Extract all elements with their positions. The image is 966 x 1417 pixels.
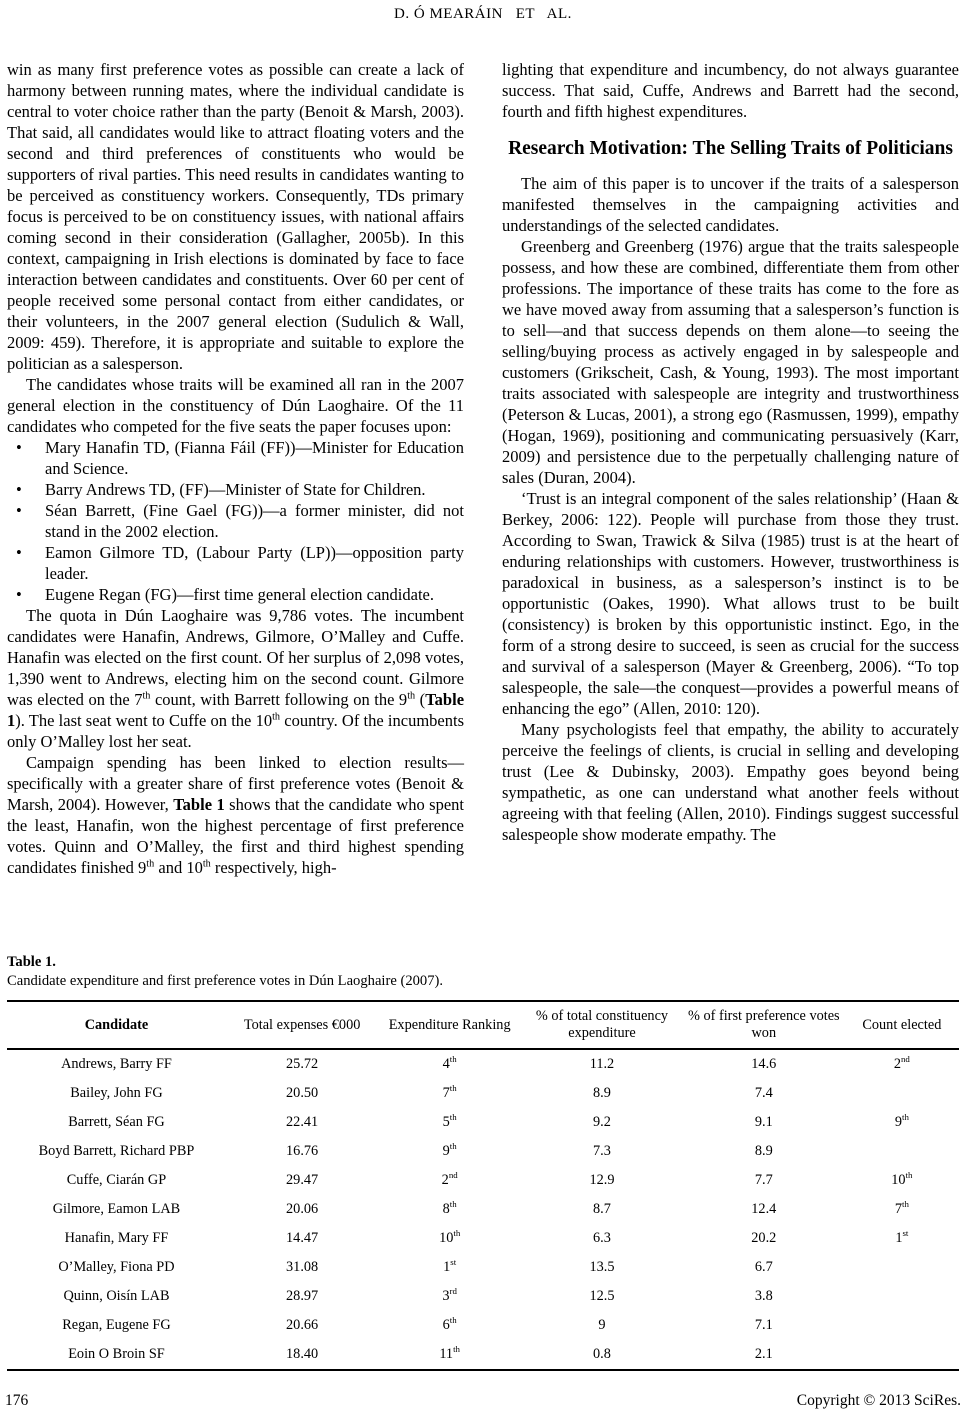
ordinal-suffix: th xyxy=(453,1344,460,1355)
table-body xyxy=(7,1049,959,1370)
cell-total-expenses: 20.50 xyxy=(286,1085,319,1101)
ordinal-suffix: th xyxy=(449,1112,457,1123)
text-segment: Campaign spending has been linked to election results—specifically with a greater share of first preference votes (Benoit & Marsh, 2004). However, xyxy=(7,753,464,814)
cell-count-elected: 7th xyxy=(894,1199,909,1217)
cell-pct-constituency-expenditure: 11.2 xyxy=(589,1056,615,1072)
section-heading-research-motivation: Research Motivation: The Selling Traits of Politicians xyxy=(508,138,953,159)
ordinal-suffix: st xyxy=(450,1257,457,1268)
cell-candidate: Cuffe, Ciarán GP xyxy=(66,1172,167,1188)
table-row xyxy=(7,1049,959,1079)
cell-expenditure-ranking: 3rd xyxy=(442,1286,457,1304)
bullet-item: • Eamon Gilmore TD, (Labour Party (LP))—opposition party leader. xyxy=(7,542,464,584)
cell-count-elected: 1st xyxy=(895,1228,909,1246)
bold-text: Table 1 xyxy=(7,690,465,730)
running-head: D. Ó MEARÁIN ET AL. xyxy=(394,6,572,22)
ordinal-suffix: th xyxy=(407,690,416,702)
cell-expenditure-ranking: 4th xyxy=(442,1054,457,1072)
table-row xyxy=(7,1340,959,1370)
cell-pct-constituency-expenditure: 9.2 xyxy=(593,1114,611,1130)
ordinal-suffix: th xyxy=(901,1199,909,1210)
ordinal-suffix: th xyxy=(142,690,151,702)
candidate-bullet-list xyxy=(7,437,464,605)
cell-count-elected xyxy=(845,1253,959,1282)
bullet-item: • Séan Barrett, (Fine Gael (FG))—a former minister, did not stand in the 2002 election. xyxy=(7,500,464,542)
ordinal-suffix: th xyxy=(905,1170,913,1181)
right-column xyxy=(502,59,959,937)
cell-count-elected xyxy=(845,1282,959,1311)
cell-pct-constituency-expenditure: 9 xyxy=(598,1317,606,1333)
paragraph-trust: ‘Trust is an integral component of the sales relationship’ (Haan & Berkey, 2006: 122). People will purchase from those they trust. According to Swan, Trawick & Silva (1985) trust is at the heart of enduring relationships with customers. However, trustworthiness is paradoxical in business, as a salesperson’s instinct is to be opportunistic (Oakes, 1990). What allows trust to be built (consistency) is broken by this opportunistic instinct. Ego, in the form of a strong desire to succeed, is seen as crucial for the success and survival of a salesperson (Mayer & Greenberg, 2006). “To top salespeople, the sale—the conquest—provides a powerful means of enhancing the ego” (Allen, 2010: 120). xyxy=(502,489,959,718)
paragraph-campaign-spending xyxy=(7,752,464,878)
table-row xyxy=(7,1253,959,1282)
cell-candidate: O’Malley, Fiona PD xyxy=(58,1259,175,1275)
table-row xyxy=(7,1195,959,1224)
cell-total-expenses: 22.41 xyxy=(286,1114,319,1130)
header-expenditure-ranking: Expenditure Ranking xyxy=(378,1001,521,1049)
ordinal-suffix: th xyxy=(453,1228,461,1239)
ordinal-suffix: rd xyxy=(449,1286,457,1297)
header-candidate: Candidate xyxy=(7,1001,226,1049)
cell-count-elected: 10th xyxy=(891,1170,913,1188)
text-segment: ( xyxy=(415,690,426,709)
paragraph-lighting: lighting that expenditure and incumbency, do not always guarantee success. That said, Cuffe, Andrews and Barrett had the second, fourth and fifth highest expenditures. xyxy=(502,60,959,121)
cell-pct-first-preference-votes: 8.9 xyxy=(754,1143,773,1159)
cell-pct-first-preference-votes: 7.7 xyxy=(754,1172,773,1188)
cell-pct-constituency-expenditure: 7.3 xyxy=(593,1143,611,1159)
cell-candidate: Bailey, John FG xyxy=(70,1085,163,1101)
header-pct-constituency-expenditure: % of total constituency expenditure xyxy=(521,1001,683,1049)
bullet-item: • Eugene Regan (FG)—first time general election candidate. xyxy=(7,584,464,605)
ordinal-suffix: th xyxy=(146,858,155,870)
cell-pct-first-preference-votes: 7.4 xyxy=(754,1085,773,1101)
cell-total-expenses: 28.97 xyxy=(286,1288,319,1304)
cell-total-expenses: 18.40 xyxy=(286,1346,319,1362)
ordinal-suffix: th xyxy=(272,711,281,723)
expenditure-table xyxy=(7,1000,959,1371)
ordinal-suffix: st xyxy=(902,1228,909,1239)
cell-pct-constituency-expenditure: 12.9 xyxy=(589,1172,615,1188)
table-row xyxy=(7,1079,959,1108)
cell-count-elected xyxy=(845,1079,959,1108)
ordinal-suffix: th xyxy=(449,1054,457,1065)
cell-total-expenses: 20.06 xyxy=(286,1201,319,1217)
cell-total-expenses: 20.66 xyxy=(286,1317,319,1333)
page-footer xyxy=(5,1392,961,1410)
cell-pct-first-preference-votes: 14.6 xyxy=(751,1056,777,1072)
cell-expenditure-ranking: 5th xyxy=(442,1112,457,1130)
page-number: 176 xyxy=(5,1392,29,1409)
paragraph-greenberg: Greenberg and Greenberg (1976) argue that the traits salespeople possess, and how these are combined, differentiate them from other professions. The importance of these traits has come to the fore as we have moved away from assuming that a salesperson’s function is to sell—and that success depends on them alone—to seeing the selling/buying process as actively engaged in by salespeople and customers (Grikscheit, Cash, & Young, 1993). The most important traits associated with salespeople are integrity and trustworthiness (Peterson & Lucas, 2001), a strong ego (Rasmussen, 1999), empathy (Hogan, 1969), positioning and communicating persuasively (Karr, 2009) and persistence due to the perpetually challenging nature of sales (Duran, 2004). xyxy=(502,237,959,487)
cell-count-elected: 2nd xyxy=(893,1054,910,1072)
cell-pct-first-preference-votes: 12.4 xyxy=(751,1201,777,1217)
text-segment: The quota in Dún Laoghaire was 9,786 votes. The incumbent candidates were Hanafin, Andrews, Gilmore, O’Malley and Cuffe. Hanafin was elected on the first count. Of her surplus of 2,098 votes, 1,390 went to Andrews, electing him on the second count. Gilmore was elected on the 7 xyxy=(7,606,464,709)
header-total-expenses: Total expenses €000 xyxy=(226,1001,378,1049)
cell-total-expenses: 16.76 xyxy=(286,1143,319,1159)
text-segment: and 10 xyxy=(154,858,203,877)
table-header xyxy=(7,1001,959,1049)
ordinal-suffix: th xyxy=(202,858,211,870)
paragraph-aim: The aim of this paper is to uncover if the traits of a salesperson manifested themselves in the campaigning activities and understandings of the selected candidates. xyxy=(502,174,959,235)
cell-candidate: Barrett, Séan FG xyxy=(68,1114,165,1130)
cell-count-elected xyxy=(845,1137,959,1166)
text-segment: count, with Barrett following on the 9 xyxy=(150,690,408,709)
cell-total-expenses: 25.72 xyxy=(286,1056,319,1072)
ordinal-suffix: th xyxy=(449,1083,457,1094)
paragraph-continuation: win as many first preference votes as possible can create a lack of harmony between running mates, where the individual candidate is central to voter choice rather than the party (Benoit & Marsh, 2003). That said, all candidates would like to attract floating voters and the second and third preferences of constituents who would be supporters of rival parties. This need results in candidates wanting to be perceived as constituency workers. Consequently, TDs primary focus is perceived to be on constituency issues, with national affairs coming second in their consideration (Gallagher, 2005b). In this context, campaigning in Irish elections is dominated by face to face interaction between candidates and constituents. Over 60 per cent of people received some personal contact from either candidates, or their volunteers, in the 2007 general election (Sudulich & Wall, 2009: 459). Therefore, it is appropriate and suitable to explore the politician as a salesperson. xyxy=(7,60,464,373)
header-count-elected: Count elected xyxy=(845,1001,959,1049)
cell-pct-constituency-expenditure: 8.9 xyxy=(593,1085,611,1101)
table-row xyxy=(7,1311,959,1340)
table-row xyxy=(7,1137,959,1166)
cell-pct-first-preference-votes: 2.1 xyxy=(754,1346,773,1362)
text-segment: ). The last seat went to Cuffe on the 10 xyxy=(15,711,273,730)
cell-candidate: Eoin O Broin SF xyxy=(68,1346,165,1362)
copyright-notice: Copyright © 2013 SciRes. xyxy=(796,1392,961,1409)
cell-pct-constituency-expenditure: 8.7 xyxy=(593,1201,611,1217)
text-segment: shows that the candidate who spent the least, Hanafin, won the highest percentage of first preference votes. Quinn and O’Malley, the first and third highest spending candidates finished 9 xyxy=(7,795,465,877)
cell-candidate: Gilmore, Eamon LAB xyxy=(52,1201,181,1217)
left-column xyxy=(7,59,464,937)
table-caption: Candidate expenditure and first preference votes in Dún Laoghaire (2007). xyxy=(7,973,444,989)
ordinal-suffix: th xyxy=(449,1315,457,1326)
table-header-row xyxy=(7,1001,959,1049)
cell-pct-first-preference-votes: 6.7 xyxy=(754,1259,773,1275)
bold-text: Table 1 xyxy=(173,795,225,814)
table-row xyxy=(7,1282,959,1311)
cell-expenditure-ranking: 8th xyxy=(442,1199,457,1217)
two-column-body xyxy=(5,59,961,937)
cell-count-elected: 9th xyxy=(894,1112,909,1130)
cell-pct-first-preference-votes: 3.8 xyxy=(754,1288,773,1304)
cell-candidate: Quinn, Oisín LAB xyxy=(63,1288,170,1304)
table-1-block xyxy=(5,953,961,1371)
cell-pct-constituency-expenditure: 0.8 xyxy=(593,1346,611,1362)
text-segment: respectively, high- xyxy=(210,858,337,877)
bullet-item: • Mary Hanafin TD, (Fianna Fáil (FF))—Minister for Education and Science. xyxy=(7,437,464,479)
cell-total-expenses: 14.47 xyxy=(286,1230,319,1246)
table-row xyxy=(7,1166,959,1195)
bullet-item: • Barry Andrews TD, (FF)—Minister of State for Children. xyxy=(7,479,464,500)
table-row xyxy=(7,1224,959,1253)
cell-expenditure-ranking: 9th xyxy=(442,1141,457,1159)
cell-candidate: Andrews, Barry FF xyxy=(61,1056,172,1072)
cell-total-expenses: 29.47 xyxy=(286,1172,319,1188)
cell-count-elected xyxy=(845,1340,959,1370)
cell-candidate: Boyd Barrett, Richard PBP xyxy=(38,1143,195,1159)
cell-total-expenses: 31.08 xyxy=(286,1259,319,1275)
cell-candidate: Hanafin, Mary FF xyxy=(64,1230,169,1246)
table-label: Table 1. xyxy=(7,954,56,970)
paragraph-quota xyxy=(7,605,464,752)
text-segment: country. Of the incumbents only O’Malley lost her seat. xyxy=(7,711,464,751)
cell-expenditure-ranking: 1st xyxy=(443,1257,457,1275)
cell-count-elected xyxy=(845,1311,959,1340)
cell-pct-first-preference-votes: 7.1 xyxy=(754,1317,773,1333)
cell-pct-constituency-expenditure: 6.3 xyxy=(593,1230,611,1246)
ordinal-suffix: th xyxy=(449,1199,457,1210)
cell-pct-first-preference-votes: 20.2 xyxy=(751,1230,777,1246)
ordinal-suffix: nd xyxy=(448,1170,458,1181)
cell-expenditure-ranking: 2nd xyxy=(441,1170,458,1188)
cell-expenditure-ranking: 10th xyxy=(439,1228,461,1246)
cell-expenditure-ranking: 7th xyxy=(442,1083,457,1101)
header-pct-first-preference-votes: % of first preference votes won xyxy=(683,1001,845,1049)
table-row xyxy=(7,1108,959,1137)
paragraph-candidates-intro: The candidates whose traits will be examined all ran in the 2007 general election in the constituency of Dún Laoghaire. Of the 11 candidates who competed for the five seats the paper focuses upon: xyxy=(7,375,464,436)
paragraph-empathy: Many psychologists feel that empathy, the ability to accurately perceive the feelings of clients, is crucial in selling and developing trust (Lee & Dubinsky, 2003). Empathy goes beyond being sympathetic, as one can understand what another feels without agreeing with that feeling (Allen, 2010). Findings suggest successful salespeople show moderate empathy. The xyxy=(502,720,959,844)
ordinal-suffix: th xyxy=(449,1141,457,1152)
cell-pct-constituency-expenditure: 13.5 xyxy=(589,1259,615,1275)
ordinal-suffix: th xyxy=(901,1112,909,1123)
cell-pct-constituency-expenditure: 12.5 xyxy=(589,1288,615,1304)
cell-expenditure-ranking: 11th xyxy=(439,1344,460,1362)
cell-pct-first-preference-votes: 9.1 xyxy=(754,1114,773,1130)
cell-expenditure-ranking: 6th xyxy=(442,1315,457,1333)
cell-candidate: Regan, Eugene FG xyxy=(62,1317,171,1333)
ordinal-suffix: nd xyxy=(901,1054,910,1065)
